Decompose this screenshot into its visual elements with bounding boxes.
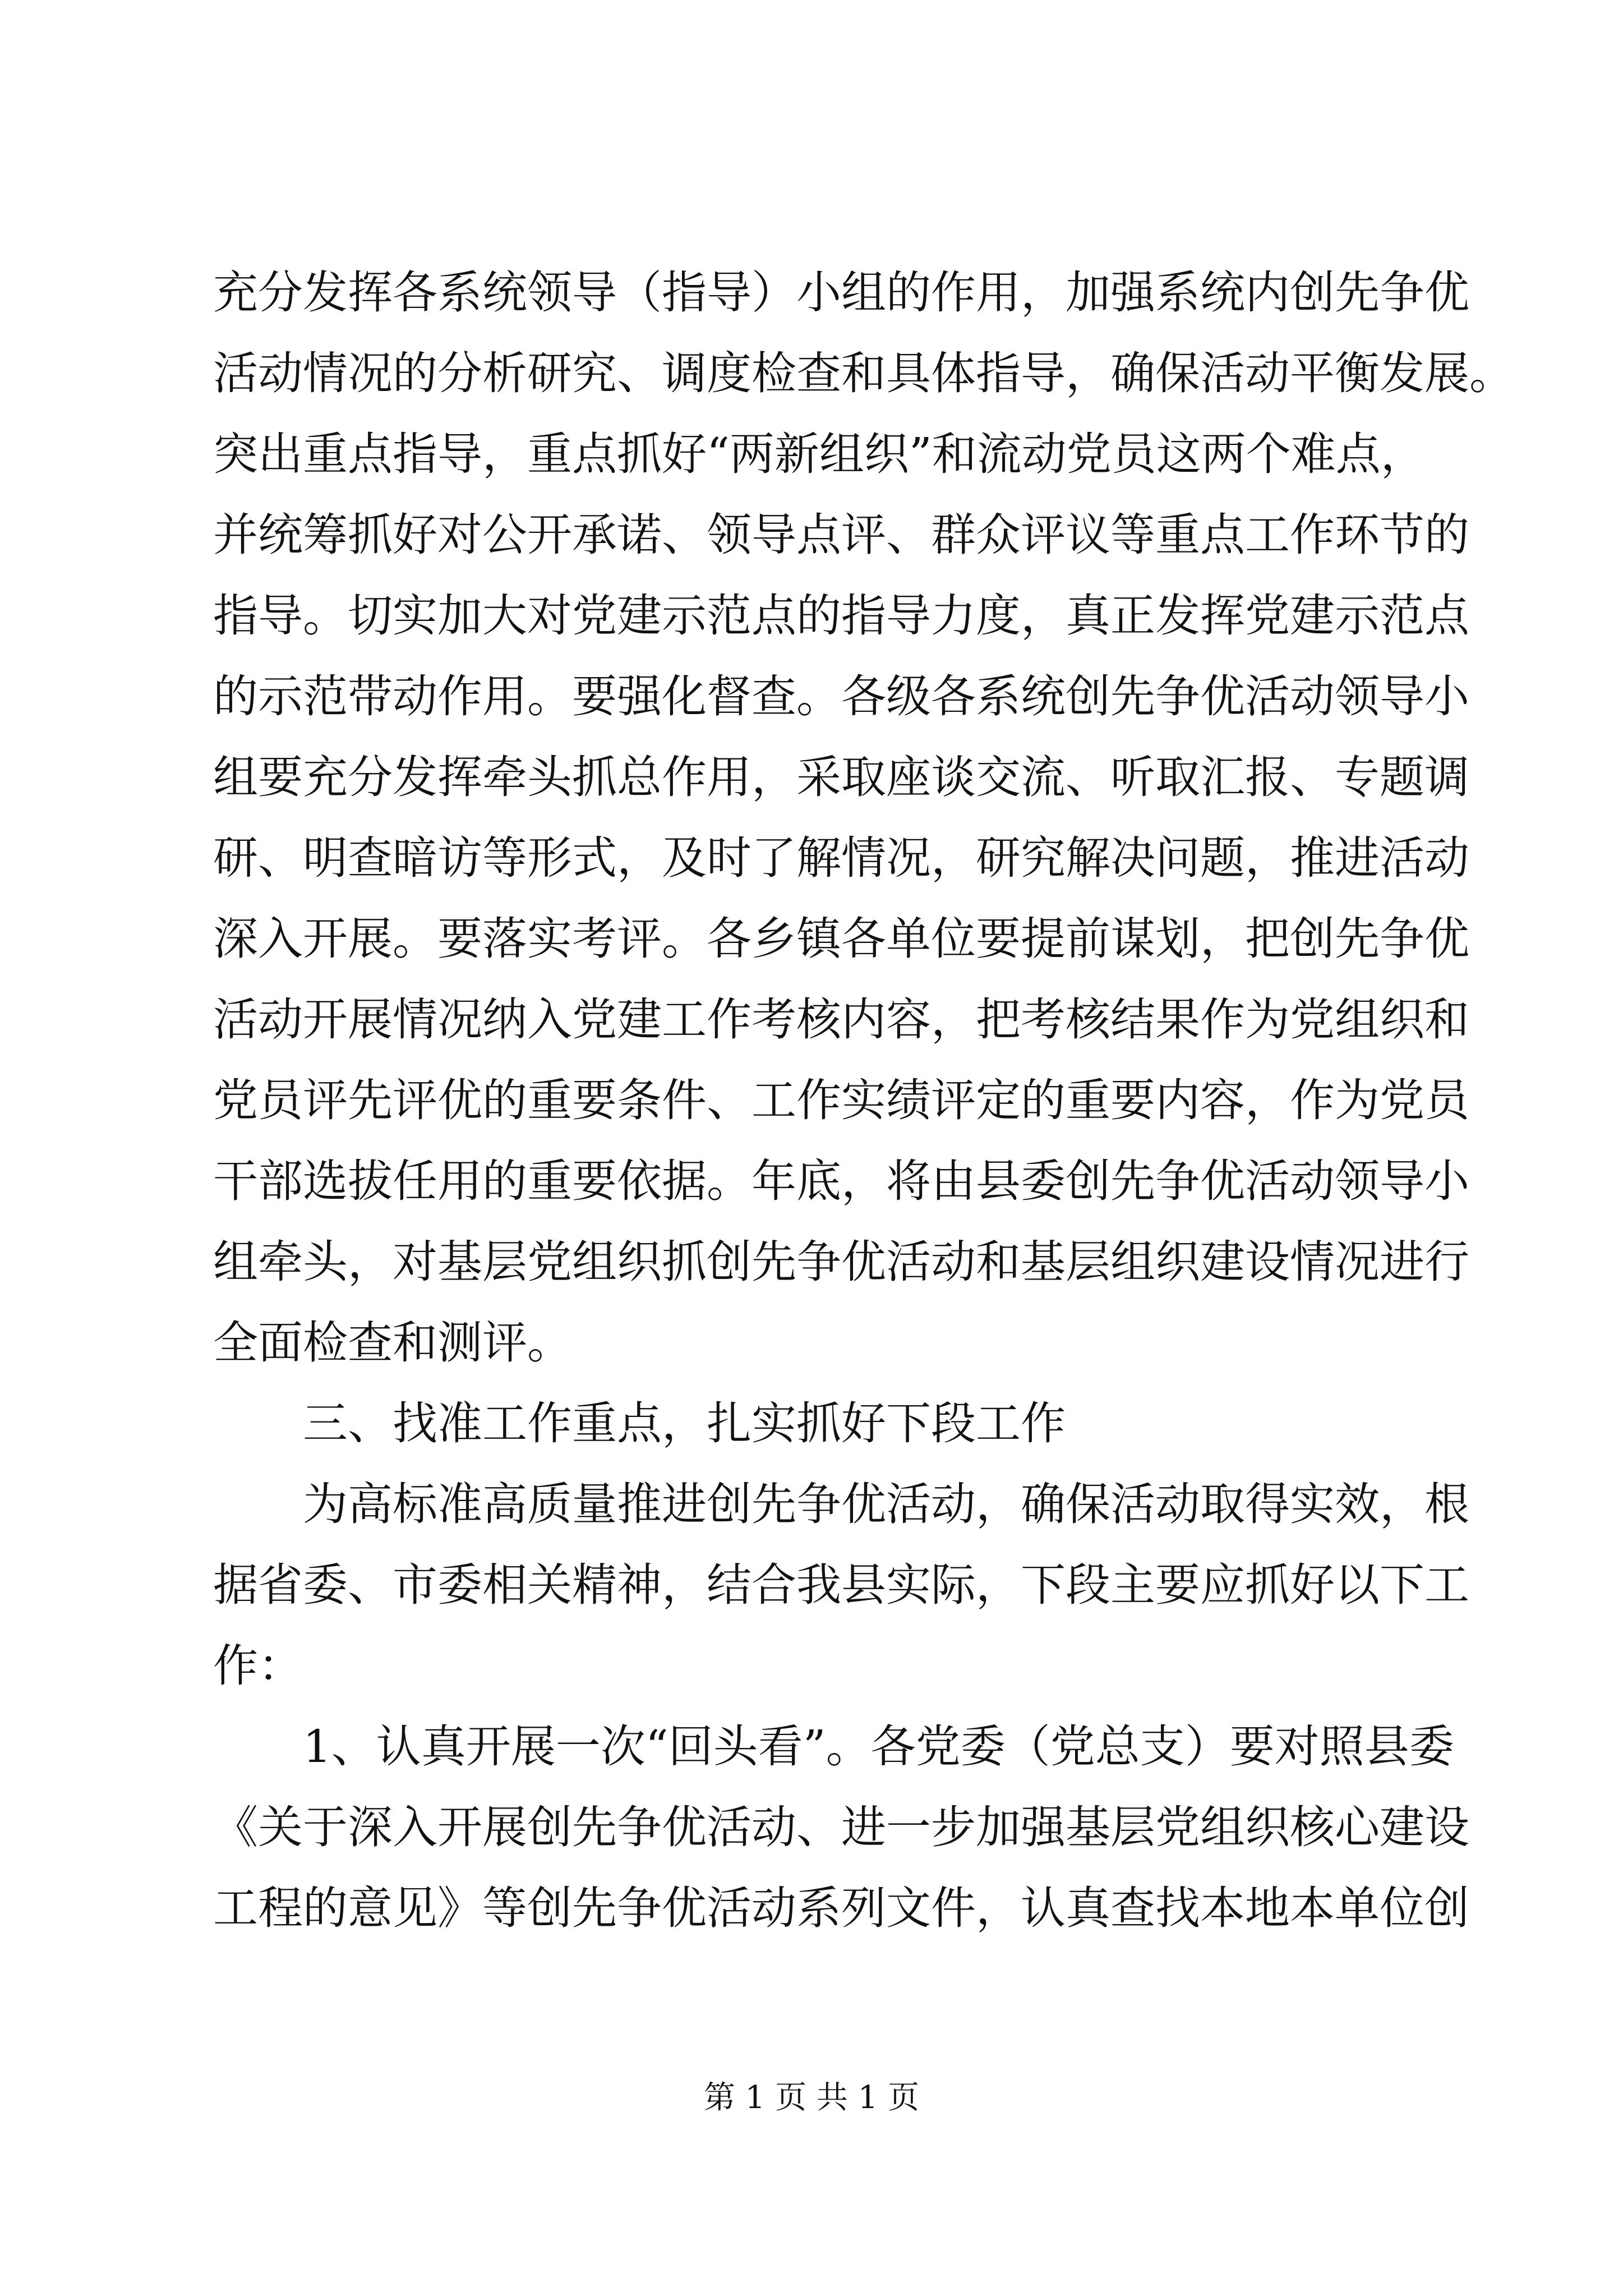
text-line: 组要充分发挥牵头抓总作用，采取座谈交流、听取汇报、专题调 [213, 751, 1469, 803]
text-line: 为高标准高质量推进创先争优活动，确保活动取得实效，根 [303, 1478, 1469, 1530]
text-line: 活动开展情况纳入党建工作考核内容，把考核结果作为党组织和 [213, 993, 1469, 1046]
text-line: 的示范带动作用。要强化督查。各级各系统创先争优活动领导小 [213, 670, 1469, 723]
text-line: 组牵头，对基层党组织抓创先争优活动和基层组织建设情况进行 [213, 1236, 1469, 1288]
text-line: 指导。切实加大对党建示范点的指导力度，真正发挥党建示范点 [213, 590, 1469, 642]
text-line: 干部选拔任用的重要依据。年底，将由县委创先争优活动领导小 [213, 1155, 1469, 1207]
text-line: 活动情况的分析研究、调度检查和具体指导，确保活动平衡发展。 [213, 347, 1514, 399]
section-heading: 三、找准工作重点，扎实抓好下段工作 [303, 1397, 1066, 1450]
text-line: 研、明查暗访等形式，及时了解情况，研究解决问题，推进活动 [213, 832, 1469, 884]
text-line: 并统筹抓好对公开承诺、领导点评、群众评议等重点工作环节的 [213, 509, 1469, 561]
text-line: 深入开展。要落实考评。各乡镇各单位要提前谋划，把创先争优 [213, 913, 1469, 965]
text-line: 全面检查和测评。 [213, 1317, 572, 1369]
text-line: 1、认真开展一次“回头看”。各党委（党总支）要对照县委 [303, 1720, 1454, 1773]
text-line: 党员评先评优的重要条件、工作实绩评定的重要内容，作为党员 [213, 1074, 1469, 1126]
text-line: 突出重点指导，重点抓好“两新组织”和流动党员这两个难点， [213, 428, 1426, 480]
text-line: 《关于深入开展创先争优活动、进一步加强基层党组织核心建设 [213, 1801, 1469, 1853]
text-line: 工程的意见》等创先争优活动系列文件，认真查找本地本单位创 [213, 1882, 1469, 1934]
body-text [213, 252, 1514, 1949]
page-footer: 第 1 页 共 1 页 [703, 2079, 920, 2116]
text-line: 作： [213, 1640, 303, 1692]
text-line: 据省委、市委相关精神，结合我县实际，下段主要应抓好以下工 [213, 1559, 1469, 1611]
text-line: 充分发挥各系统领导（指导）小组的作用，加强系统内创先争优 [213, 266, 1469, 319]
